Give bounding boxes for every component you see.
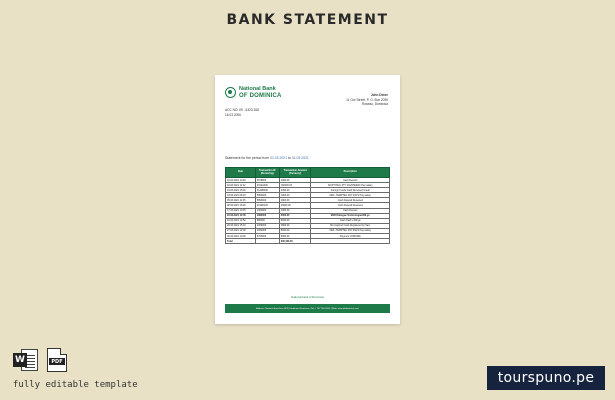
bank-logo-icon bbox=[225, 87, 236, 98]
cell-description: MJD Dialogue Technologies/Bil.gs bbox=[311, 213, 390, 218]
cell-id: 2014A000 bbox=[255, 183, 279, 188]
cell-date: 05.03.2021 11:45 bbox=[226, 198, 256, 203]
tagline: fully editable template bbox=[13, 380, 138, 390]
cell-date: 22.03.2021 12:52 bbox=[226, 218, 256, 223]
cell-amount: 20000.00 bbox=[279, 203, 311, 208]
cell-date: 26.03.2021 15:10 bbox=[226, 223, 256, 228]
cell-empty bbox=[311, 239, 390, 244]
column-header: Transaction Amount (Currency) bbox=[279, 168, 311, 178]
bank-logo bbox=[225, 87, 282, 99]
cell-amount: 160000.00 bbox=[279, 183, 311, 188]
account-number: ACC NO: 09 - 6323 268 bbox=[225, 108, 259, 112]
cell-id: 2010D100 bbox=[255, 203, 279, 208]
pdf-file-icon bbox=[47, 348, 67, 372]
cell-date: 02.03.2021 10:20 bbox=[226, 178, 256, 183]
total-value: 330,400.00 bbox=[279, 239, 311, 244]
cell-amount: 3000.00 bbox=[279, 213, 311, 218]
cell-date: 17.03.2021 10:45 bbox=[226, 208, 256, 213]
cell-id: 1062000 bbox=[255, 228, 279, 233]
pdf-label: PDF bbox=[49, 358, 65, 365]
cell-date: 02.03.2021 11:22 bbox=[226, 183, 256, 188]
logo-line-1: National Bank bbox=[239, 86, 276, 92]
account-meta bbox=[225, 108, 259, 117]
cell-amount: 1000.00 bbox=[279, 208, 311, 213]
table-header-row bbox=[226, 168, 390, 178]
cell-description: Cash Deposit Received bbox=[311, 203, 390, 208]
cell-id: 1000000 bbox=[255, 208, 279, 213]
cell-id: 1000000 bbox=[255, 223, 279, 228]
column-header: Transaction ID (Receiving) bbox=[255, 168, 279, 178]
cell-date: 30.03.2021 10:00 bbox=[226, 234, 256, 239]
cell-description: DEF -TEMPTEC PAY PALS Pay salary bbox=[311, 193, 390, 198]
statement-period bbox=[225, 156, 309, 160]
period-from: 01.03.2021 bbox=[270, 156, 288, 160]
cell-empty bbox=[255, 239, 279, 244]
cell-amount: 2800.00 bbox=[279, 223, 311, 228]
bank-signoff: National bank of Dominica bbox=[291, 295, 324, 299]
cell-date: 27.03.2021 12:00 bbox=[226, 228, 256, 233]
period-label: Statement for the period from bbox=[225, 156, 270, 160]
table-total-row bbox=[226, 239, 390, 244]
cell-description: DEF -TEMPTEC PAY PALS Pay salary bbox=[311, 228, 390, 233]
cell-description: Payment of Bill Bills bbox=[311, 234, 390, 239]
logo-line-2: OF DOMINICA bbox=[239, 92, 282, 99]
cell-id: 6700000 bbox=[255, 234, 279, 239]
cell-amount: 1000.00 bbox=[279, 193, 311, 198]
column-header: Date bbox=[226, 168, 256, 178]
total-label: Total bbox=[226, 239, 256, 244]
cell-description: SCIPTYRAL PTY R ENTERAC Pay salary bbox=[311, 183, 390, 188]
cell-description: Cash Deposit Received bbox=[311, 198, 390, 203]
cell-date: 22.03.2021 12:00 bbox=[226, 213, 256, 218]
cell-id: 5890000 bbox=[255, 198, 279, 203]
cell-description: Mr Inspirred Cash Registered by Sam bbox=[311, 223, 390, 228]
document-footer: Address: National bank bus 4478, Ferdinand Dominica | Tel: + 767 256 6000 | Web: www.nbdominica.com bbox=[225, 304, 390, 313]
cell-description: Cash Paid to Bill.gs bbox=[311, 218, 390, 223]
cell-date: 08.03.2021 16:45 bbox=[226, 203, 256, 208]
cell-description: Cash Deposit bbox=[311, 208, 390, 213]
customer-address bbox=[346, 93, 388, 107]
cell-date: 03.03.2021 09:20 bbox=[226, 193, 256, 198]
cell-amount: 2000.00 bbox=[279, 198, 311, 203]
period-to: 31.03.2021 bbox=[291, 156, 309, 160]
cell-id: 980000 bbox=[255, 218, 279, 223]
word-badge: W bbox=[13, 353, 27, 367]
cell-id: 5678900 bbox=[255, 178, 279, 183]
customer-name: John Dleoe bbox=[370, 93, 388, 97]
cell-amount: 1000.00 bbox=[279, 178, 311, 183]
address-line-1: 11 Our Street, P. O. Box 2090 bbox=[346, 97, 388, 102]
cell-amount: 8040.00 bbox=[279, 218, 311, 223]
cell-description: Foreign Funds Card Received Credit bbox=[311, 188, 390, 193]
brand-badge[interactable]: tourspuno.pe bbox=[487, 366, 605, 390]
cell-date: 03.03.2021 15:46 bbox=[226, 188, 256, 193]
period-separator: to bbox=[288, 156, 291, 160]
cell-amount: 8040.00 bbox=[279, 228, 311, 233]
cell-id: 3124B000 bbox=[255, 188, 279, 193]
statement-document bbox=[215, 75, 400, 324]
file-formats bbox=[13, 348, 67, 372]
transactions-table bbox=[225, 167, 390, 244]
column-header: Description bbox=[311, 168, 390, 178]
page-title: BANK STATEMENT bbox=[226, 12, 389, 28]
address-line-2: Roseau, Dominica bbox=[361, 102, 388, 107]
cell-id: 5850000 bbox=[255, 193, 279, 198]
word-file-icon bbox=[13, 348, 39, 372]
cell-description: Cash Deposit bbox=[311, 178, 390, 183]
cell-amount: 5000.00 bbox=[279, 234, 311, 239]
statement-date: 16.03.2006 bbox=[225, 112, 241, 117]
cell-amount: 2450.00 bbox=[279, 188, 311, 193]
cell-id: 1982000 bbox=[255, 213, 279, 218]
